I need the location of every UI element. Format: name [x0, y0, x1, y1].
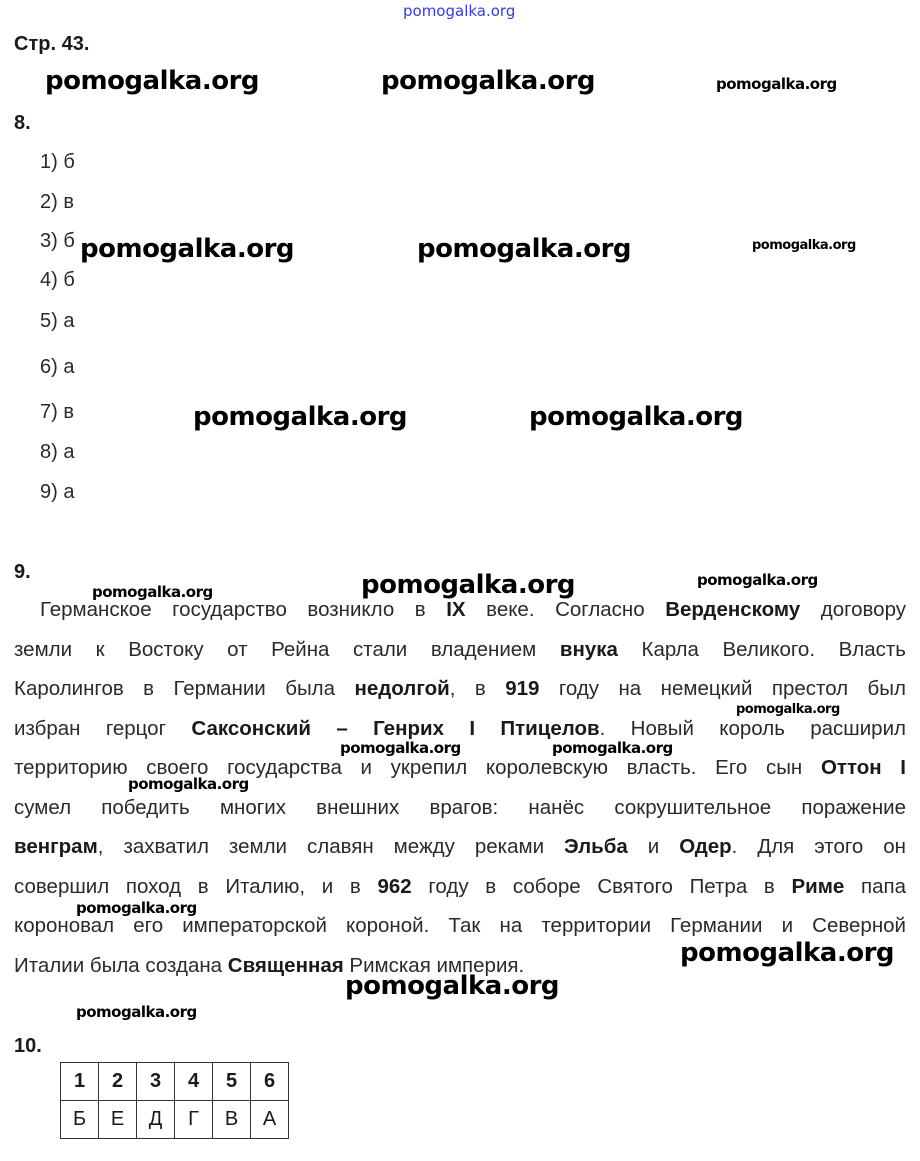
- table-cell: 2: [99, 1063, 137, 1101]
- answer-item: 3) б: [40, 230, 75, 252]
- watermark: pomogalka.org: [417, 234, 632, 264]
- watermark: pomogalka.org: [128, 775, 249, 793]
- text-segment: договору: [800, 598, 907, 621]
- paragraph-line: [14, 827, 906, 867]
- table-cell: Г: [175, 1101, 213, 1139]
- table-cell: 3: [137, 1063, 175, 1101]
- table-cell: А: [251, 1101, 289, 1139]
- bold-term: Оттон I: [820, 756, 907, 779]
- text-segment: году на немецкий престол был: [539, 677, 906, 700]
- watermark: pomogalka.org: [340, 739, 461, 757]
- watermark: pomogalka.org: [76, 899, 197, 917]
- watermark-top[interactable]: pomogalka.org: [403, 2, 516, 20]
- bold-term: внука: [559, 637, 618, 661]
- watermark: pomogalka.org: [529, 402, 744, 432]
- text-segment: , в: [449, 677, 506, 700]
- answer-item: 6) а: [40, 356, 75, 378]
- watermark: pomogalka.org: [381, 66, 596, 96]
- table-cell: 4: [175, 1063, 213, 1101]
- watermark: pomogalka.org: [345, 971, 560, 1001]
- text-segment: Карла Великого. Власть: [617, 637, 906, 661]
- table-cell: В: [213, 1101, 251, 1139]
- paragraph-line: [14, 630, 906, 670]
- text-segment: . Для этого он: [731, 835, 907, 858]
- text-segment: Германское государство возникло в: [40, 598, 447, 621]
- text-segment: Римская империя.: [343, 953, 525, 977]
- watermark: pomogalka.org: [736, 702, 840, 717]
- watermark: pomogalka.org: [752, 238, 856, 253]
- text-segment: Италии была создана: [14, 953, 228, 977]
- task-9-heading: 9.: [14, 561, 31, 583]
- bold-term: Верденскому: [665, 598, 801, 621]
- bold-term: Риме: [791, 874, 845, 898]
- text-segment: земли к Востоку от Рейна стали владением: [14, 637, 560, 661]
- watermark: pomogalka.org: [80, 234, 295, 264]
- watermark: pomogalka.org: [716, 75, 837, 93]
- table-cell: 1: [61, 1063, 99, 1101]
- watermark: pomogalka.org: [680, 938, 895, 968]
- watermark: pomogalka.org: [697, 571, 818, 589]
- answer-item: 2) в: [40, 191, 74, 213]
- text-segment: , захватил земли славян между реками: [97, 835, 565, 858]
- bold-term: Одер: [679, 835, 732, 858]
- table-cell: Е: [99, 1101, 137, 1139]
- bold-term: 919: [505, 677, 540, 700]
- bold-term: IX: [446, 598, 466, 621]
- text-segment: избран герцог: [14, 716, 192, 740]
- answer-item: 1) б: [40, 151, 75, 173]
- table-cell: 5: [213, 1063, 251, 1101]
- bold-term: венграм: [14, 835, 98, 858]
- bold-term: недолгой: [354, 677, 450, 700]
- paragraph-line: [14, 788, 906, 828]
- answer-item: 4) б: [40, 269, 75, 291]
- text-segment: году в соборе Святого Петра в: [411, 874, 792, 898]
- watermark: pomogalka.org: [45, 66, 260, 96]
- text-segment: территорию своего государства и укрепил королевскую власть. Его сын: [14, 756, 821, 779]
- answer-item: 8) а: [40, 441, 75, 463]
- text-segment: папа: [844, 874, 906, 898]
- table-cell: Д: [137, 1101, 175, 1139]
- table-header-row: [61, 1063, 289, 1101]
- text-segment: . Новый король расширил: [599, 716, 906, 740]
- text-segment: совершил поход в Италию, и в: [14, 874, 378, 898]
- text-segment: короновал его императорской короной. Так на территории Германии и Северной: [14, 914, 906, 937]
- answer-item: 9) а: [40, 481, 75, 503]
- bold-term: Саксонский – Генрих I Птицелов: [191, 716, 600, 740]
- text-segment: веке. Согласно: [465, 598, 666, 621]
- answer-table: [60, 1062, 289, 1139]
- bold-term: Эльба: [564, 835, 628, 858]
- page-label: Стр. 43.: [14, 33, 90, 55]
- table-cell: Б: [61, 1101, 99, 1139]
- text-segment: сумел победить многих внешних врагов: нанёс сокрушительное поражение: [14, 795, 906, 819]
- task-10-heading: 10.: [14, 1035, 42, 1057]
- watermark: pomogalka.org: [552, 739, 673, 757]
- task-8-heading: 8.: [14, 112, 31, 134]
- text-segment: Каролингов в Германии была: [14, 677, 355, 700]
- answer-item: 5) а: [40, 310, 75, 332]
- watermark: pomogalka.org: [193, 402, 408, 432]
- watermark: pomogalka.org: [361, 570, 576, 600]
- text-segment: и: [627, 835, 680, 858]
- watermark: pomogalka.org: [76, 1003, 197, 1021]
- table-cell: 6: [251, 1063, 289, 1101]
- bold-term: 962: [377, 874, 412, 898]
- answer-item: 7) в: [40, 401, 74, 423]
- table-row: [61, 1101, 289, 1139]
- watermark: pomogalka.org: [92, 583, 213, 601]
- bold-term: Священная: [227, 953, 344, 977]
